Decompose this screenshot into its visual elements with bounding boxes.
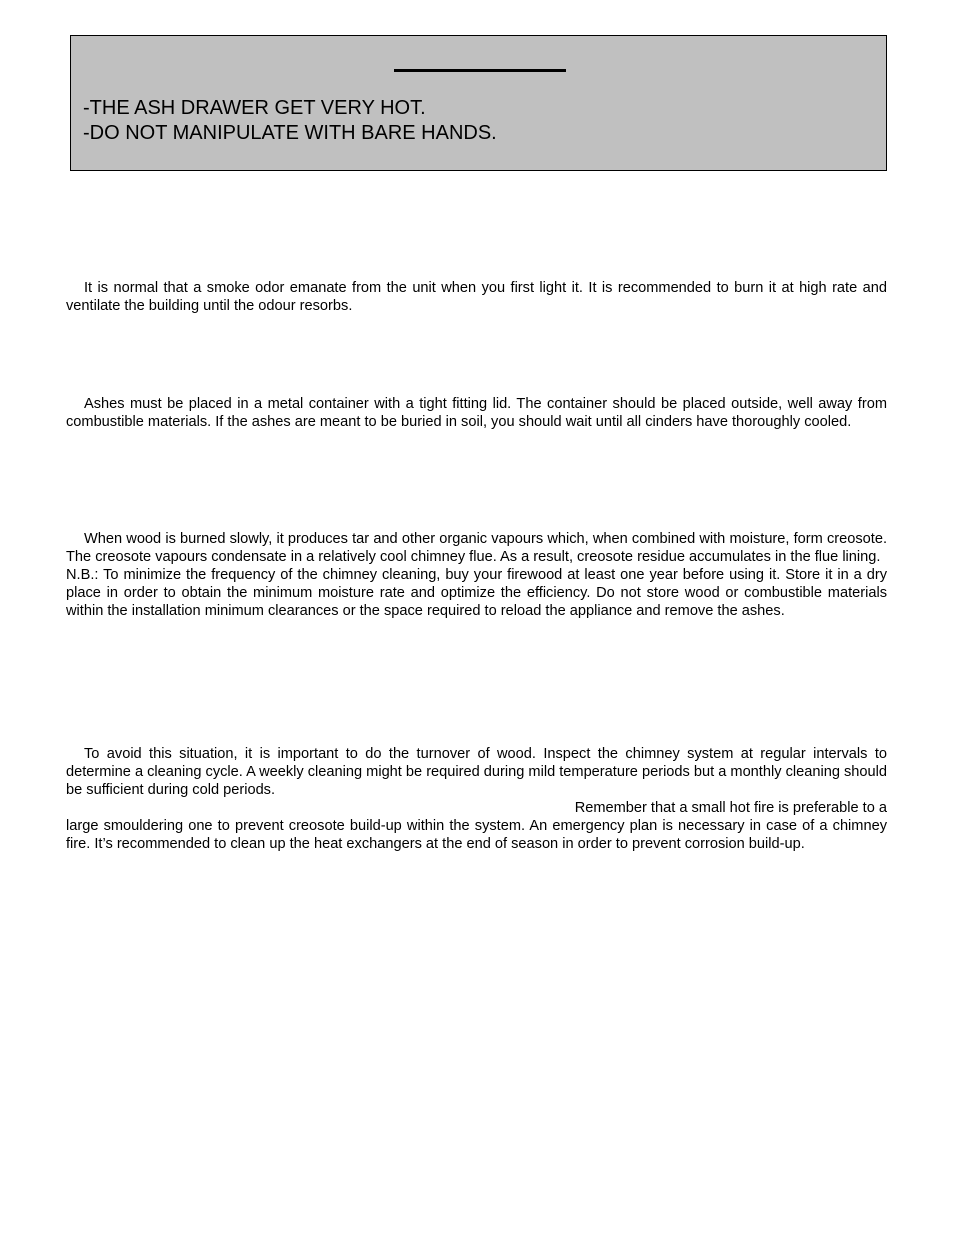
warning-title-rule	[394, 69, 566, 72]
creosote-section	[66, 530, 887, 620]
warning-line-bare-hands: -DO NOT MANIPULATE WITH BARE HANDS.	[83, 122, 497, 144]
cleaning-section	[66, 745, 887, 853]
smoke-odor-paragraph: It is normal that a smoke odor emanate from the unit when you first light it. It is recommended to burn it at high rate and ventilate the building until the odour resorbs.	[66, 280, 887, 314]
ashes-paragraph: Ashes must be placed in a metal container with a tight fitting lid. The container should be placed outside, well away from combustible materials. If the ashes are meant to be buried in soil, you should wait until all cinders have thoroughly cooled.	[66, 396, 887, 430]
cleaning-paragraph: To avoid this situation, it is important to do the turnover of wood. Inspect the chimney system at regular intervals to determine a cleaning cycle. A weekly cleaning might be required during mild temperature periods but a monthly cleaning should be sufficient during cold periods.	[66, 746, 887, 798]
firewood-note-paragraph: N.B.: To minimize the frequency of the chimney cleaning, buy your firewood at least one year before using it. Store it in a dry place in order to obtain the minimum moisture rate and optimize the efficiency. Do not store wood or combustible materials within the installation minimum clearances or the space required to reload the appliance and remove the ashes.	[66, 567, 887, 619]
hot-fire-lead-line: Remember that a small hot fire is preferable to a	[574, 800, 887, 816]
warning-box	[70, 35, 887, 171]
creosote-paragraph: When wood is burned slowly, it produces tar and other organic vapours which, when combined with moisture, form creosote. The creosote vapours condensate in a relatively cool chimney flue. As a result, creosote residue accumulates in the flue lining.	[66, 531, 887, 565]
warning-line-hot: -THE ASH DRAWER GET VERY HOT.	[83, 97, 426, 119]
warning-text	[83, 96, 497, 146]
hot-fire-paragraph: large smouldering one to prevent creosote build-up within the system. An emergency plan is necessary in case of a chimney fire. It’s recommended to clean up the heat exchangers at the end of season in order to prevent corrosion build-up.	[66, 818, 887, 852]
